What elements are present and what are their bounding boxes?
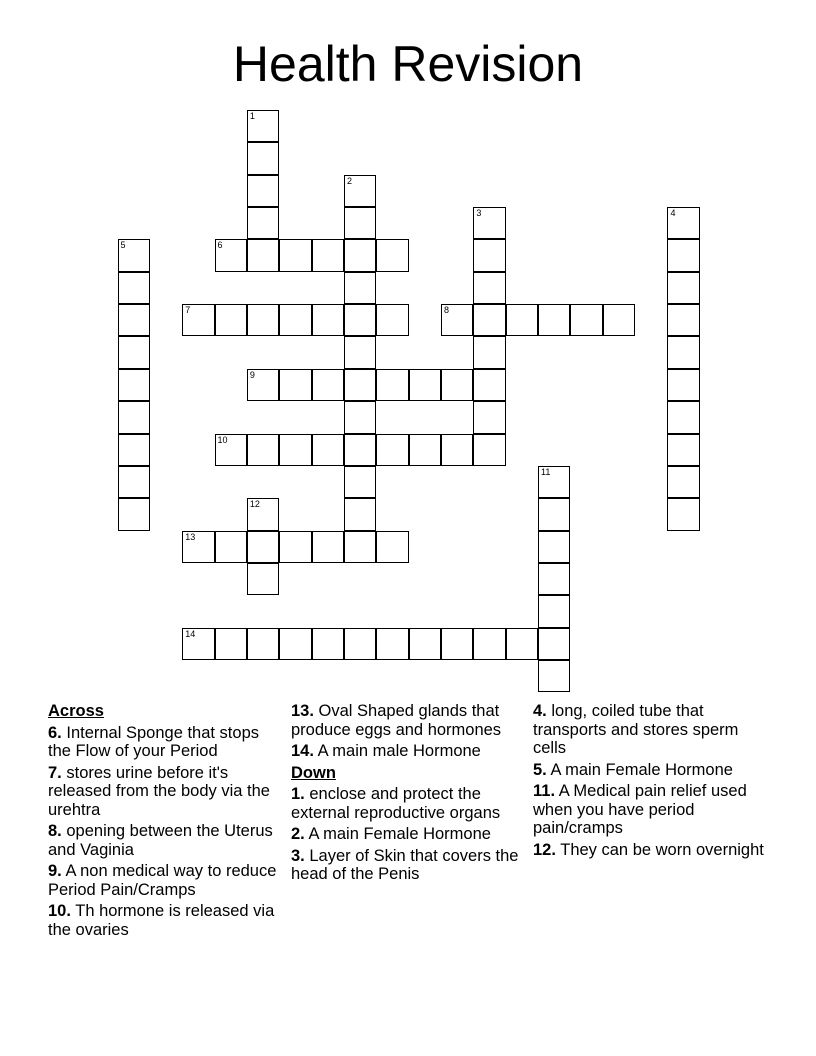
grid-cell[interactable] bbox=[441, 304, 473, 336]
grid-cell[interactable] bbox=[247, 369, 279, 401]
grid-cell[interactable] bbox=[344, 401, 376, 433]
grid-cell[interactable] bbox=[279, 369, 311, 401]
clue-number: 12 bbox=[249, 499, 260, 510]
grid-cell[interactable] bbox=[473, 239, 505, 271]
grid-cell[interactable] bbox=[312, 531, 344, 563]
clue-down-3: 3. Layer of Skin that covers the head of the Penis bbox=[291, 846, 519, 883]
grid-cell[interactable] bbox=[603, 304, 635, 336]
grid-cell[interactable] bbox=[667, 369, 699, 401]
grid-cell[interactable] bbox=[570, 304, 602, 336]
grid-cell[interactable] bbox=[312, 434, 344, 466]
grid-cell[interactable] bbox=[247, 434, 279, 466]
clues-column-2 bbox=[291, 702, 527, 887]
clue-number: 8 bbox=[444, 305, 450, 316]
grid-cell[interactable] bbox=[312, 239, 344, 271]
grid-cell[interactable] bbox=[538, 531, 570, 563]
grid-cell[interactable] bbox=[247, 239, 279, 271]
grid-cell[interactable] bbox=[312, 304, 344, 336]
clue-number: 3 bbox=[476, 208, 482, 219]
clue-number: 6 bbox=[217, 240, 223, 251]
grid-cell[interactable] bbox=[473, 434, 505, 466]
grid-cell[interactable] bbox=[376, 239, 408, 271]
grid-cell[interactable] bbox=[538, 563, 570, 595]
grid-cell[interactable] bbox=[247, 110, 279, 142]
grid-cell[interactable] bbox=[376, 531, 408, 563]
grid-cell[interactable] bbox=[182, 531, 214, 563]
clue-across-13: 13. Oval Shaped glands that produce eggs and hormones bbox=[291, 702, 502, 739]
grid-cell[interactable] bbox=[473, 401, 505, 433]
grid-cell[interactable] bbox=[667, 498, 699, 530]
clue-down-11: 11. A Medical pain relief used when you have period pain/cramps bbox=[533, 782, 747, 837]
clue-across-9: 9. A non medical way to reduce Period Pain/Cramps bbox=[48, 862, 277, 899]
grid-cell[interactable] bbox=[441, 434, 473, 466]
grid-cell[interactable] bbox=[344, 239, 376, 271]
grid-cell[interactable] bbox=[118, 498, 150, 530]
grid-cell[interactable] bbox=[344, 434, 376, 466]
grid-cell[interactable] bbox=[409, 369, 441, 401]
clue-number: 13 bbox=[185, 531, 196, 542]
grid-cell[interactable] bbox=[376, 369, 408, 401]
grid-cell[interactable] bbox=[473, 336, 505, 368]
grid-cell[interactable] bbox=[667, 207, 699, 239]
clue-number: 2 bbox=[346, 175, 352, 186]
grid-cell[interactable] bbox=[376, 628, 408, 660]
clue-across-14: 14. A main male Hormone bbox=[291, 742, 481, 760]
grid-cell[interactable] bbox=[667, 466, 699, 498]
grid-cell[interactable] bbox=[215, 628, 247, 660]
grid-cell[interactable] bbox=[182, 628, 214, 660]
grid-cell[interactable] bbox=[344, 207, 376, 239]
clues-column-1 bbox=[48, 702, 284, 942]
grid-cell[interactable] bbox=[118, 304, 150, 336]
grid-cell[interactable] bbox=[409, 628, 441, 660]
clue-number: 4 bbox=[670, 208, 676, 219]
clue-across-10: 10. Th hormone is released via the ovaries bbox=[48, 902, 275, 939]
clue-down-1: 1. enclose and protect the external reproductive organs bbox=[291, 785, 501, 822]
grid-cell[interactable] bbox=[667, 434, 699, 466]
across-heading: Across bbox=[48, 702, 104, 720]
grid-cell[interactable] bbox=[441, 628, 473, 660]
grid-cell[interactable] bbox=[215, 434, 247, 466]
grid-cell[interactable] bbox=[215, 531, 247, 563]
grid-cell[interactable] bbox=[247, 628, 279, 660]
grid-cell[interactable] bbox=[279, 304, 311, 336]
grid-cell[interactable] bbox=[538, 466, 570, 498]
grid-cell[interactable] bbox=[667, 239, 699, 271]
grid-cell[interactable] bbox=[118, 369, 150, 401]
clue-number: 10 bbox=[217, 434, 228, 445]
grid-cell[interactable] bbox=[473, 207, 505, 239]
grid-cell[interactable] bbox=[376, 434, 408, 466]
grid-cell[interactable] bbox=[376, 304, 408, 336]
grid-cell[interactable] bbox=[215, 239, 247, 271]
grid-cell[interactable] bbox=[441, 369, 473, 401]
grid-cell[interactable] bbox=[312, 369, 344, 401]
grid-cell[interactable] bbox=[473, 304, 505, 336]
grid-cell[interactable] bbox=[344, 369, 376, 401]
grid-cell[interactable] bbox=[118, 239, 150, 271]
page-title: Health Revision bbox=[232, 36, 584, 92]
clue-down-4: 4. long, coiled tube that transports and stores sperm cells bbox=[533, 702, 739, 757]
grid-cell[interactable] bbox=[344, 336, 376, 368]
grid-cell[interactable] bbox=[344, 272, 376, 304]
grid-cell[interactable] bbox=[182, 304, 214, 336]
down-heading: Down bbox=[291, 763, 336, 782]
clue-down-12: 12. They can be worn overnight bbox=[533, 840, 764, 859]
clue-across-8: 8. opening between the Uterus and Vaginia bbox=[48, 822, 273, 859]
clue-number: 11 bbox=[541, 466, 551, 477]
grid-cell[interactable] bbox=[279, 239, 311, 271]
grid-cell[interactable] bbox=[247, 142, 279, 174]
clue-down-5: 5. A main Female Hormone bbox=[533, 760, 733, 779]
grid-cell[interactable] bbox=[247, 207, 279, 239]
grid-cell[interactable] bbox=[506, 304, 538, 336]
grid-cell[interactable] bbox=[473, 628, 505, 660]
grid-cell[interactable] bbox=[667, 336, 699, 368]
grid-cell[interactable] bbox=[247, 175, 279, 207]
clue-number: 7 bbox=[185, 305, 191, 316]
grid-cell[interactable] bbox=[118, 466, 150, 498]
grid-cell[interactable] bbox=[118, 272, 150, 304]
clue-across-7: 7. stores urine before it's released from the body via the urehtra bbox=[48, 763, 270, 819]
grid-cell[interactable] bbox=[538, 498, 570, 530]
grid-cell[interactable] bbox=[538, 660, 570, 692]
clue-number: 5 bbox=[120, 240, 126, 251]
grid-cell[interactable] bbox=[344, 304, 376, 336]
clue-across-6: 6. Internal Sponge that stops the Flow of your Period bbox=[48, 723, 259, 760]
clue-number: 9 bbox=[249, 369, 255, 380]
clue-number: 1 bbox=[249, 111, 255, 121]
grid-cell[interactable] bbox=[538, 628, 570, 660]
grid-cell[interactable] bbox=[215, 304, 247, 336]
clue-down-2: 2. A main Female Hormone bbox=[291, 825, 491, 843]
grid-cell[interactable] bbox=[667, 272, 699, 304]
grid-cell[interactable] bbox=[344, 466, 376, 498]
grid-cell[interactable] bbox=[118, 336, 150, 368]
grid-cell[interactable] bbox=[344, 628, 376, 660]
grid-cell[interactable] bbox=[247, 531, 279, 563]
grid-cell[interactable] bbox=[118, 401, 150, 433]
grid-cell[interactable] bbox=[279, 434, 311, 466]
grid-cell[interactable] bbox=[279, 628, 311, 660]
grid-cell[interactable] bbox=[409, 434, 441, 466]
grid-cell[interactable] bbox=[538, 595, 570, 627]
grid-cell[interactable] bbox=[473, 272, 505, 304]
grid-cell[interactable] bbox=[247, 498, 279, 530]
grid-cell[interactable] bbox=[344, 531, 376, 563]
grid-cell[interactable] bbox=[473, 369, 505, 401]
grid-cell[interactable] bbox=[312, 628, 344, 660]
grid-cell[interactable] bbox=[344, 175, 376, 207]
grid-cell[interactable] bbox=[279, 531, 311, 563]
grid-cell[interactable] bbox=[247, 304, 279, 336]
clue-number: 14 bbox=[185, 628, 196, 639]
clues-column-3 bbox=[533, 702, 773, 862]
grid-cell[interactable] bbox=[667, 401, 699, 433]
grid-cell[interactable] bbox=[118, 434, 150, 466]
grid-cell[interactable] bbox=[538, 304, 570, 336]
grid-cell[interactable] bbox=[247, 563, 279, 595]
grid-cell[interactable] bbox=[344, 498, 376, 530]
grid-cell[interactable] bbox=[506, 628, 538, 660]
grid-cell[interactable] bbox=[667, 304, 699, 336]
